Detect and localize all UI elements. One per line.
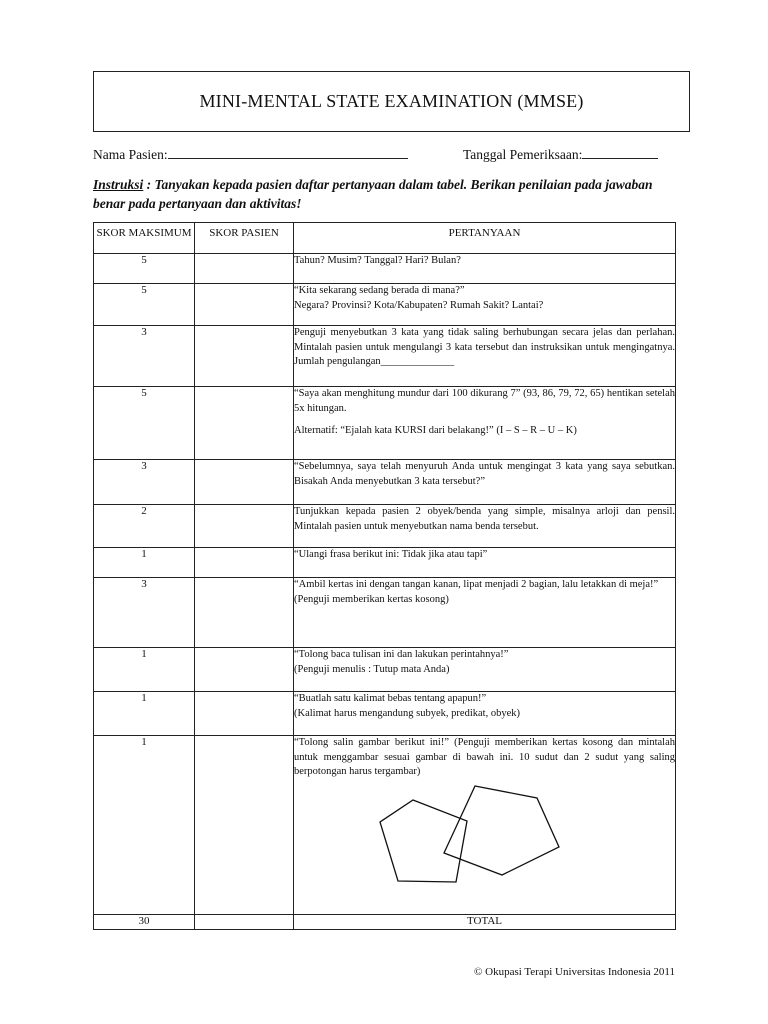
max-score-cell: 2	[94, 505, 195, 548]
patient-name-field[interactable]	[93, 146, 408, 163]
mmse-table	[93, 222, 676, 930]
question-cell	[294, 254, 676, 284]
patient-score-cell[interactable]	[195, 648, 294, 692]
total-row	[94, 915, 676, 930]
question-cell	[294, 736, 676, 915]
question-cell	[294, 284, 676, 326]
instruction	[93, 175, 675, 213]
question-line: (Kalimat harus mengandung subyek, predikat, obyek)	[294, 707, 520, 719]
header-patient-score: SKOR PASIEN	[195, 223, 294, 254]
question-cell	[294, 578, 676, 648]
question-cell	[294, 505, 676, 548]
patient-score-cell[interactable]	[195, 736, 294, 915]
header-fields	[93, 146, 675, 164]
question-line: Penguji menyebutkan 3 kata yang tidak saling berhubungan secara jelas dan perlahan. Mintalah pasien untuk mengulangi 3 kata tersebut dan instruksikan untuk mengingatnya. Jumlah pengulangan______________	[294, 327, 675, 367]
header-max-score: SKOR MAKSIMUM	[94, 223, 195, 254]
total-patient-score-cell[interactable]	[195, 915, 294, 930]
title-box	[93, 71, 690, 132]
table-row	[94, 254, 676, 284]
max-score-cell: 5	[94, 254, 195, 284]
table-row	[94, 648, 676, 692]
patient-score-cell[interactable]	[195, 548, 294, 578]
patient-score-cell[interactable]	[195, 284, 294, 326]
table-row	[94, 460, 676, 505]
question-line: “Sebelumnya, saya telah menyuruh Anda untuk mengingat 3 kata yang saya sebutkan. Bisakah Anda menyebutkan 3 kata tersebut?”	[294, 461, 675, 487]
max-score-cell: 3	[94, 326, 195, 387]
question-line: “Buatlah satu kalimat bebas tentang apapun!”	[294, 693, 487, 704]
question-cell	[294, 460, 676, 505]
total-max-score: 30	[94, 915, 195, 930]
table-row	[94, 692, 676, 736]
question-line: (Penguji menulis : Tutup mata Anda)	[294, 663, 450, 675]
copyright: © Okupasi Terapi Universitas Indonesia 2011	[474, 966, 675, 978]
table-header-row	[94, 223, 676, 254]
instruction-label: Instruksi	[93, 177, 144, 192]
question-line	[294, 416, 675, 424]
exam-date-label: Tanggal Pemeriksaan:	[463, 147, 583, 162]
max-score-cell: 5	[94, 284, 195, 326]
question-line: Alternatif: “Ejalah kata KURSI dari belakang!” (I – S – R – U – K)	[294, 425, 577, 436]
table-row	[94, 578, 676, 648]
question-line: “Tolong salin gambar berikut ini!” (Penguji memberikan kertas kosong dan mintalah untuk menggambar sesuai gambar di bawah ini. 10 sudut dan 2 sudut yang saling berpotongan harus tergambar)	[294, 737, 675, 777]
patient-score-cell[interactable]	[195, 460, 294, 505]
question-line: “Saya akan menghitung mundur dari 100 dikurang 7” (93, 86, 79, 72, 65) hentikan setelah 5x hitungan.	[294, 388, 675, 414]
question-line: “Kita sekarang sedang berada di mana?”	[294, 285, 465, 296]
table-row	[94, 387, 676, 460]
total-label: TOTAL	[294, 915, 676, 930]
patient-name-label: Nama Pasien:	[93, 147, 168, 162]
table-row	[94, 736, 676, 915]
table-body	[94, 254, 676, 915]
question-line: Negara? Provinsi? Kota/Kabupaten? Rumah Sakit? Lantai?	[294, 299, 544, 311]
exam-date-field[interactable]	[463, 146, 658, 163]
question-line: “Ambil kertas ini dengan tangan kanan, lipat menjadi 2 bagian, lalu letakkan di meja!”	[294, 579, 659, 590]
right-pentagon	[444, 786, 559, 875]
patient-score-cell[interactable]	[195, 326, 294, 387]
table-row	[94, 548, 676, 578]
left-pentagon	[380, 800, 467, 882]
question-line: Tahun? Musim? Tanggal? Hari? Bulan?	[294, 255, 461, 266]
table-row	[94, 326, 676, 387]
max-score-cell: 3	[94, 460, 195, 505]
patient-name-line[interactable]	[168, 146, 408, 159]
max-score-cell: 1	[94, 648, 195, 692]
patient-score-cell[interactable]	[195, 387, 294, 460]
question-line: “Tolong baca tulisan ini dan lakukan perintahnya!”	[294, 649, 509, 660]
table-row	[94, 284, 676, 326]
max-score-cell: 1	[94, 736, 195, 915]
header-question: PERTANYAAN	[294, 223, 676, 254]
max-score-cell: 3	[94, 578, 195, 648]
question-cell	[294, 692, 676, 736]
max-score-cell: 5	[94, 387, 195, 460]
patient-score-cell[interactable]	[195, 578, 294, 648]
question-line: “Ulangi frasa berikut ini: Tidak jika atau tapi”	[294, 549, 488, 560]
question-cell	[294, 326, 676, 387]
instruction-text: : Tanyakan kepada pasien daftar pertanyaan dalam tabel. Berikan penilaian pada jawaban benar pada pertanyaan dan aktivitas!	[93, 177, 653, 211]
question-cell	[294, 387, 676, 460]
patient-score-cell[interactable]	[195, 254, 294, 284]
intersecting-pentagons-icon	[366, 784, 581, 892]
patient-score-cell[interactable]	[195, 692, 294, 736]
question-cell	[294, 548, 676, 578]
exam-date-line[interactable]	[582, 146, 658, 159]
patient-score-cell[interactable]	[195, 505, 294, 548]
question-line: Tunjukkan kepada pasien 2 obyek/benda yang simple, misalnya arloji dan pensil. Mintalah pasien untuk menyebutkan nama benda tersebut.	[294, 506, 675, 532]
table-row	[94, 505, 676, 548]
page-title: MINI-MENTAL STATE EXAMINATION (MMSE)	[199, 91, 584, 111]
question-line: (Penguji memberikan kertas kosong)	[294, 593, 449, 605]
question-cell	[294, 648, 676, 692]
max-score-cell: 1	[94, 692, 195, 736]
max-score-cell: 1	[94, 548, 195, 578]
